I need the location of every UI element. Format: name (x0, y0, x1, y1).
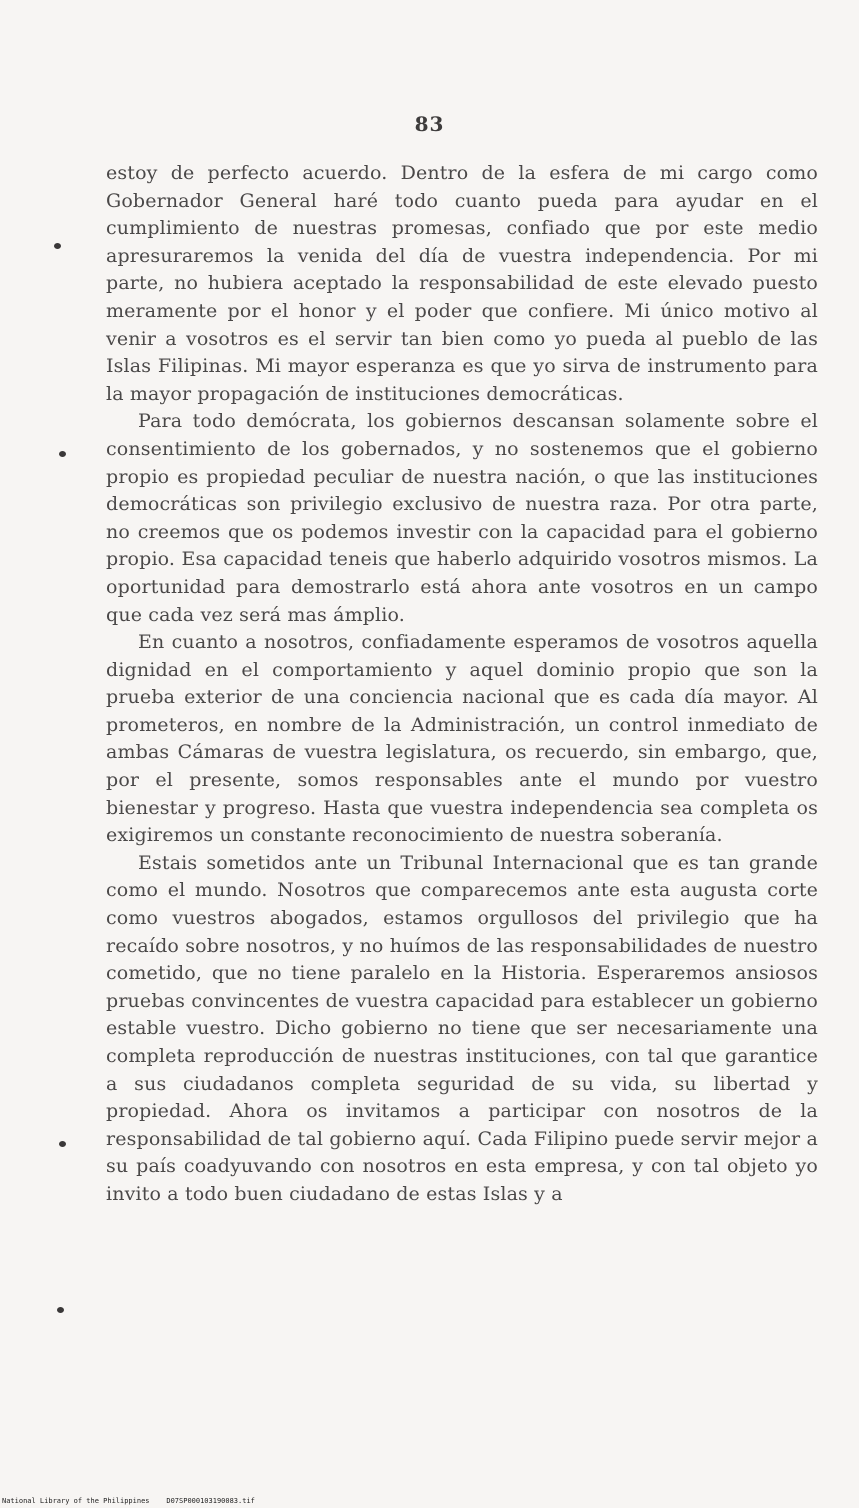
margin-speck (54, 243, 61, 249)
body-text (106, 160, 818, 1209)
footer-source: National Library of the Philippines (2, 1497, 150, 1505)
paragraph-2: Para todo demócrata, los gobiernos descansan solamente sobre el consentimiento de los gobernados, y no sostenemos que el gobierno propio es propiedad peculiar de nuestra nación, o que las instituciones democráticas son privilegio exclusivo de nuestra raza. Por otra parte, no creemos que os podemos investir con la capacidad para el gobierno propio. Esa capacidad teneis que haberlo adquirido vosotros mismos. La oportunidad para demostrarlo está ahora ante vosotros en un campo que cada vez será mas ámplio. (106, 410, 818, 626)
margin-speck (57, 1307, 64, 1313)
margin-speck (59, 1141, 66, 1147)
margin-speck (59, 451, 66, 457)
scan-footer (2, 1497, 255, 1505)
page-number: 83 (414, 112, 445, 136)
paragraph-3: En cuanto a nosotros, confiadamente esperamos de vosotros aquella dignidad en el comportamiento y aquel dominio propio que son la prueba exterior de una conciencia nacional que es cada día mayor. Al prometeros, en nombre de la Administración, un control inmediato de ambas Cámaras de vuestra legislatura, os recuerdo, sin embargo, que, por el presente, somos responsables ante el mundo por vuestro bienestar y progreso. Hasta que vuestra independencia sea completa os exigiremos un constante reconocimiento de nuestra soberanía. (106, 631, 818, 847)
footer-file-id: D07SP000103190083.tif (166, 1497, 255, 1505)
paragraph-4: Estais sometidos ante un Tribunal Internacional que es tan grande como el mundo. Nosotros que comparecemos ante esta augusta corte como vuestros abogados, estamos orgullosos del privilegio que ha recaído sobre nosotros, y no huímos de las responsabilidades de nuestro cometido, que no tiene paralelo en la Historia. Esperaremos ansiosos pruebas convincentes de vuestra capacidad para establecer un gobierno estable vuestro. Dicho gobierno no tiene que ser necesariamente una completa reproducción de nuestras instituciones, con tal que garantice a sus ciudadanos completa seguridad de su vida, su libertad y propiedad. Ahora os invitamos a participar con nosotros de la responsabilidad de tal gobierno aquí. Cada Filipino puede servir mejor a su país coadyuvando con nosotros en esta empresa, y con tal objeto yo invito a todo buen ciudadano de estas Islas y a (106, 851, 818, 1205)
paragraph-1: estoy de perfecto acuerdo. Dentro de la esfera de mi cargo como Gobernador General haré todo cuanto pueda para ayudar en el cumplimiento de nuestras promesas, confiado que por este medio apresuraremos la venida del día de vuestra independencia. Por mi parte, no hubiera aceptado la responsabilidad de este elevado puesto meramente por el honor y el poder que confiere. Mi único motivo al venir a vosotros es el servir tan bien como yo pueda al pueblo de las Islas Filipinas. Mi mayor esperanza es que yo sirva de instrumento para la mayor propagación de instituciones democráticas. (106, 162, 818, 405)
